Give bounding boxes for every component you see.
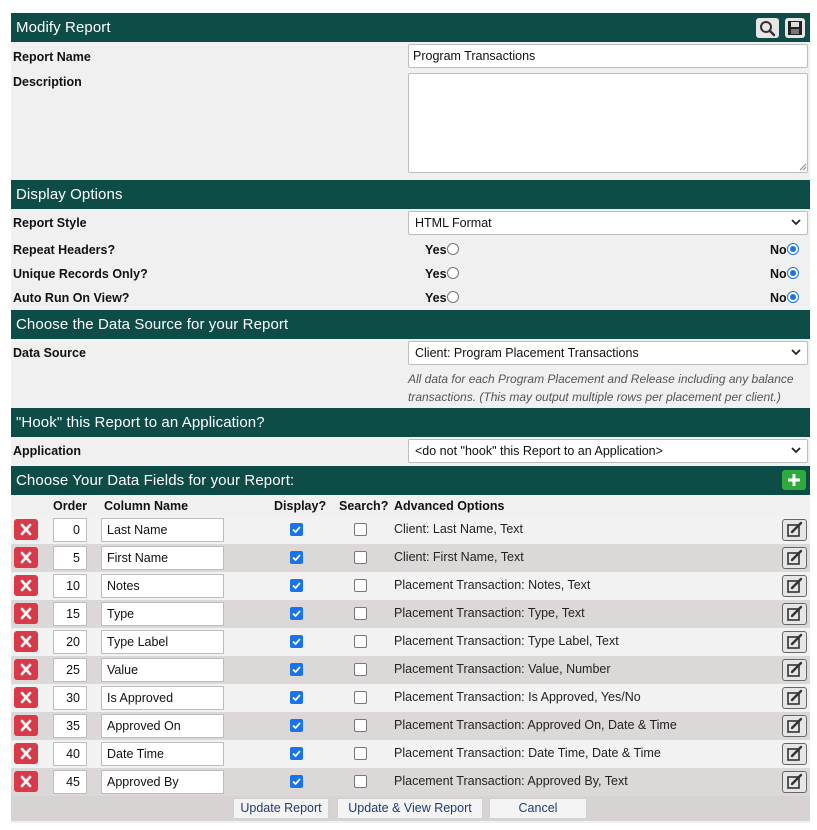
repeat-headers-label: Repeat Headers? <box>13 243 116 257</box>
edit-field-button[interactable] <box>782 687 807 709</box>
edit-icon <box>783 548 806 568</box>
order-input[interactable]: 20 <box>53 630 87 654</box>
advanced-options-text: Placement Transaction: Type Label, Text <box>394 634 619 648</box>
search-button[interactable] <box>756 18 779 38</box>
delete-field-button[interactable] <box>14 519 38 540</box>
delete-field-button[interactable] <box>14 743 38 764</box>
x-icon <box>14 603 38 624</box>
delete-field-button[interactable] <box>14 715 38 736</box>
search-checkbox[interactable] <box>354 775 367 788</box>
order-input[interactable]: 10 <box>53 574 87 598</box>
cancel-button[interactable]: Cancel <box>489 798 587 819</box>
field-row <box>11 656 810 684</box>
application-value: <do not "hook" this Report to an Application> <box>415 444 663 458</box>
add-field-button[interactable] <box>782 470 806 490</box>
data-source-select[interactable] <box>408 341 808 365</box>
x-icon <box>14 743 38 764</box>
search-icon <box>756 18 779 38</box>
order-input[interactable]: 40 <box>53 742 87 766</box>
report-name-label: Report Name <box>13 50 91 64</box>
field-row <box>11 684 810 712</box>
resize-handle-icon[interactable] <box>799 163 807 171</box>
column-name-input[interactable]: Is Approved <box>101 686 224 710</box>
repeat-headers-no-radio[interactable] <box>787 243 799 255</box>
repeat-headers-yes[interactable] <box>425 243 459 257</box>
yes-label: Yes <box>425 291 447 305</box>
x-icon <box>14 659 38 680</box>
data-source-hint: All data for each Program Placement and Release including any balance transactions. (This may output multiple rows per placement per client.) <box>408 372 794 404</box>
field-row <box>11 740 810 768</box>
delete-field-button[interactable] <box>14 603 38 624</box>
field-rows <box>11 516 810 796</box>
edit-icon <box>783 604 806 624</box>
display-checkbox[interactable] <box>290 579 303 592</box>
search-checkbox[interactable] <box>354 523 367 536</box>
no-label: No <box>770 243 787 257</box>
auto-run-no[interactable] <box>770 291 799 305</box>
col-display: Display? <box>274 499 327 513</box>
x-icon <box>14 715 38 736</box>
search-checkbox[interactable] <box>354 747 367 760</box>
order-input[interactable]: 45 <box>53 770 87 794</box>
edit-field-button[interactable] <box>782 715 807 737</box>
unique-records-yes-radio[interactable] <box>447 267 459 279</box>
field-row <box>11 600 810 628</box>
field-row <box>11 628 810 656</box>
column-name-input[interactable]: Last Name <box>101 518 224 542</box>
advanced-options-text: Placement Transaction: Approved On, Date & Time <box>394 718 677 732</box>
edit-icon <box>783 520 806 540</box>
advanced-options-text: Placement Transaction: Date Time, Date & Time <box>394 746 661 760</box>
data-source-value: Client: Program Placement Transactions <box>415 346 639 360</box>
edit-icon <box>783 576 806 596</box>
x-icon <box>14 519 38 540</box>
x-icon <box>14 547 38 568</box>
no-label: No <box>770 291 787 305</box>
col-advanced: Advanced Options <box>394 499 505 513</box>
delete-field-button[interactable] <box>14 659 38 680</box>
panel-header <box>11 13 810 42</box>
column-name-input[interactable]: Type <box>101 602 224 626</box>
report-style-value: HTML Format <box>415 216 492 230</box>
hook-header: "Hook" this Report to an Application? <box>11 408 810 437</box>
display-checkbox[interactable] <box>290 775 303 788</box>
save-icon <box>785 18 805 38</box>
description-label: Description <box>13 75 82 89</box>
x-icon <box>14 687 38 708</box>
x-icon <box>14 771 38 792</box>
edit-icon <box>783 632 806 652</box>
yes-label: Yes <box>425 243 447 257</box>
advanced-options-text: Placement Transaction: Approved By, Text <box>394 774 628 788</box>
data-fields-header <box>11 466 810 495</box>
edit-field-button[interactable] <box>782 771 807 793</box>
auto-run-label: Auto Run On View? <box>13 291 130 305</box>
modify-report-panel <box>11 13 810 823</box>
display-checkbox[interactable] <box>290 607 303 620</box>
x-icon <box>14 575 38 596</box>
edit-field-button[interactable] <box>782 575 807 597</box>
col-search: Search? <box>339 499 389 513</box>
search-checkbox[interactable] <box>354 719 367 732</box>
search-checkbox[interactable] <box>354 663 367 676</box>
order-input[interactable]: 25 <box>53 658 87 682</box>
edit-icon <box>783 688 806 708</box>
field-row <box>11 712 810 740</box>
edit-icon <box>783 744 806 764</box>
order-input[interactable]: 5 <box>53 546 87 570</box>
display-checkbox[interactable] <box>290 551 303 564</box>
repeat-headers-no[interactable] <box>770 243 799 257</box>
data-source-header: Choose the Data Source for your Report <box>11 310 810 339</box>
report-name-input[interactable]: Program Transactions <box>408 44 808 68</box>
display-options-header: Display Options <box>11 180 810 209</box>
advanced-options-text: Placement Transaction: Is Approved, Yes/No <box>394 690 641 704</box>
column-name-input[interactable]: Notes <box>101 574 224 598</box>
unique-records-label: Unique Records Only? <box>13 267 148 281</box>
display-checkbox[interactable] <box>290 663 303 676</box>
advanced-options-text: Placement Transaction: Type, Text <box>394 606 585 620</box>
unique-records-no[interactable] <box>770 267 799 281</box>
delete-field-button[interactable] <box>14 575 38 596</box>
data-fields-title: Choose Your Data Fields for your Report: <box>16 472 295 489</box>
edit-field-button[interactable] <box>782 603 807 625</box>
auto-run-no-radio[interactable] <box>787 291 799 303</box>
display-checkbox[interactable] <box>290 691 303 704</box>
advanced-options-text: Placement Transaction: Value, Number <box>394 662 611 676</box>
edit-icon <box>783 660 806 680</box>
edit-field-button[interactable] <box>782 659 807 681</box>
footer-bar <box>11 796 810 821</box>
x-icon <box>14 631 38 652</box>
advanced-options-text: Client: Last Name, Text <box>394 522 523 536</box>
edit-field-button[interactable] <box>782 743 807 765</box>
save-button[interactable] <box>785 18 805 38</box>
display-checkbox[interactable] <box>290 635 303 648</box>
application-select[interactable] <box>408 439 808 463</box>
auto-run-yes-radio[interactable] <box>447 291 459 303</box>
advanced-options-text: Client: First Name, Text <box>394 550 524 564</box>
column-name-input[interactable]: Value <box>101 658 224 682</box>
col-column-name: Column Name <box>104 499 189 513</box>
chevron-down-icon <box>791 347 801 357</box>
display-checkbox[interactable] <box>290 747 303 760</box>
chevron-down-icon <box>791 217 801 227</box>
field-row <box>11 572 810 600</box>
delete-field-button[interactable] <box>14 687 38 708</box>
report-style-select[interactable] <box>408 211 808 235</box>
column-name-input[interactable]: First Name <box>101 546 224 570</box>
order-input[interactable]: 0 <box>53 518 87 542</box>
page-title: Modify Report <box>16 19 111 36</box>
description-textarea[interactable] <box>408 73 808 173</box>
column-name-input[interactable]: Approved By <box>101 770 224 794</box>
edit-field-button[interactable] <box>782 547 807 569</box>
field-row <box>11 544 810 572</box>
unique-records-yes[interactable] <box>425 267 459 281</box>
update-report-button[interactable]: Update Report <box>233 798 329 819</box>
update-view-report-button[interactable]: Update & View Report <box>337 798 483 819</box>
delete-field-button[interactable] <box>14 631 38 652</box>
repeat-headers-yes-radio[interactable] <box>447 243 459 255</box>
edit-icon <box>783 772 806 792</box>
auto-run-yes[interactable] <box>425 291 459 305</box>
display-checkbox[interactable] <box>290 719 303 732</box>
field-row <box>11 768 810 796</box>
edit-icon <box>783 716 806 736</box>
search-checkbox[interactable] <box>354 691 367 704</box>
edit-field-button[interactable] <box>782 631 807 653</box>
search-checkbox[interactable] <box>354 635 367 648</box>
chevron-down-icon <box>791 445 801 455</box>
column-name-input[interactable]: Type Label <box>101 630 224 654</box>
data-source-label: Data Source <box>13 346 86 360</box>
search-checkbox[interactable] <box>354 607 367 620</box>
unique-records-no-radio[interactable] <box>787 267 799 279</box>
search-checkbox[interactable] <box>354 551 367 564</box>
advanced-options-text: Placement Transaction: Notes, Text <box>394 578 591 592</box>
field-row <box>11 516 810 544</box>
delete-field-button[interactable] <box>14 771 38 792</box>
report-style-label: Report Style <box>13 216 87 230</box>
order-input[interactable]: 35 <box>53 714 87 738</box>
edit-field-button[interactable] <box>782 519 807 541</box>
yes-label: Yes <box>425 267 447 281</box>
col-order: Order <box>53 499 88 513</box>
search-checkbox[interactable] <box>354 579 367 592</box>
application-label: Application <box>13 444 82 458</box>
delete-field-button[interactable] <box>14 547 38 568</box>
order-input[interactable]: 30 <box>53 686 87 710</box>
column-header-row <box>11 499 810 517</box>
plus-icon <box>782 470 806 490</box>
column-name-input[interactable]: Approved On <box>101 714 224 738</box>
display-checkbox[interactable] <box>290 523 303 536</box>
column-name-input[interactable]: Date Time <box>101 742 224 766</box>
order-input[interactable]: 15 <box>53 602 87 626</box>
no-label: No <box>770 267 787 281</box>
